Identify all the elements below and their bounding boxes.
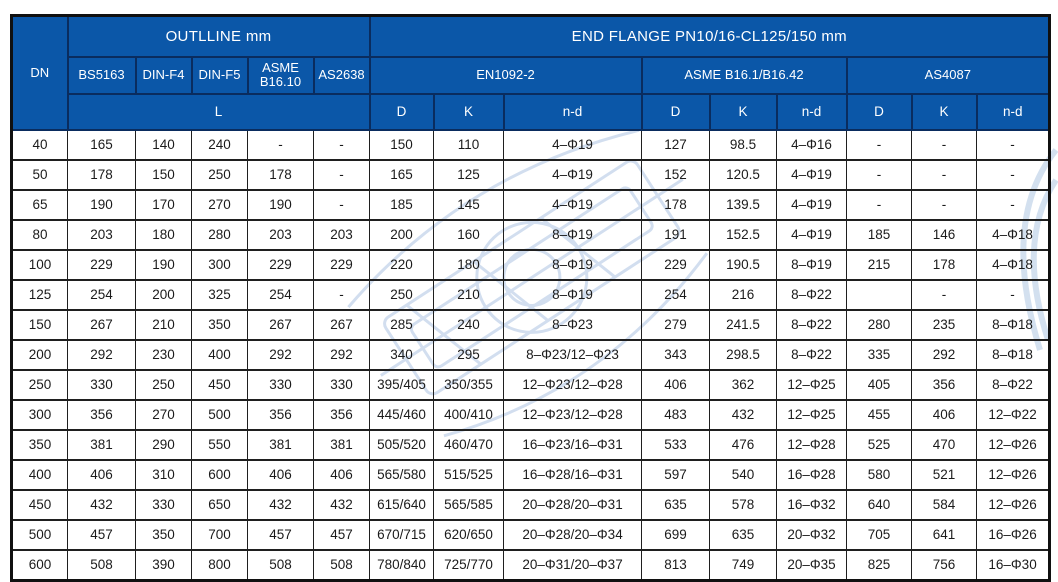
- value-cell: 280: [847, 310, 912, 340]
- value-cell: 12–Φ26: [977, 430, 1050, 460]
- value-cell: 432: [68, 490, 136, 520]
- table-body: [12, 130, 1050, 581]
- value-cell: 350: [136, 520, 192, 550]
- value-cell: 406: [912, 400, 977, 430]
- table-row: [12, 490, 1050, 520]
- value-cell: 395/405: [370, 370, 434, 400]
- value-cell: 508: [248, 550, 314, 581]
- value-cell: 12–Φ28: [777, 430, 847, 460]
- table-row: [12, 130, 1050, 160]
- value-cell: 455: [847, 400, 912, 430]
- value-cell: 4–Φ19: [777, 190, 847, 220]
- table-row: [12, 190, 1050, 220]
- value-cell: 16–Φ28/16–Φ31: [504, 460, 642, 490]
- value-cell: 230: [136, 340, 192, 370]
- value-cell: [847, 280, 912, 310]
- value-cell: 400/410: [434, 400, 504, 430]
- value-cell: 362: [710, 370, 777, 400]
- value-cell: -: [847, 160, 912, 190]
- value-cell: 280: [192, 220, 248, 250]
- value-cell: 356: [912, 370, 977, 400]
- header-asme-k: K: [710, 94, 777, 130]
- value-cell: 146: [912, 220, 977, 250]
- value-cell: 210: [136, 310, 192, 340]
- value-cell: 185: [370, 190, 434, 220]
- value-cell: 505/520: [370, 430, 434, 460]
- value-cell: 267: [68, 310, 136, 340]
- value-cell: 180: [434, 250, 504, 280]
- value-cell: 254: [248, 280, 314, 310]
- value-cell: 8–Φ19: [504, 250, 642, 280]
- value-cell: 584: [912, 490, 977, 520]
- value-cell: 4–Φ18: [977, 220, 1050, 250]
- value-cell: 508: [314, 550, 370, 581]
- value-cell: 298.5: [710, 340, 777, 370]
- value-cell: 525: [847, 430, 912, 460]
- value-cell: 8–Φ22: [777, 310, 847, 340]
- value-cell: 229: [248, 250, 314, 280]
- value-cell: 300: [192, 250, 248, 280]
- value-cell: -: [912, 160, 977, 190]
- value-cell: 20–Φ35: [777, 550, 847, 581]
- value-cell: 350: [192, 310, 248, 340]
- value-cell: 279: [642, 310, 710, 340]
- value-cell: 8–Φ22: [977, 370, 1050, 400]
- value-cell: 406: [68, 460, 136, 490]
- dn-cell: 200: [12, 340, 68, 370]
- value-cell: 540: [710, 460, 777, 490]
- value-cell: 4–Φ19: [777, 160, 847, 190]
- table-row: [12, 160, 1050, 190]
- header-as4087-k: K: [912, 94, 977, 130]
- value-cell: 185: [847, 220, 912, 250]
- value-cell: 650: [192, 490, 248, 520]
- dn-cell: 40: [12, 130, 68, 160]
- value-cell: 4–Φ16: [777, 130, 847, 160]
- value-cell: 250: [136, 370, 192, 400]
- value-cell: 16–Φ30: [977, 550, 1050, 581]
- value-cell: 406: [248, 460, 314, 490]
- table-row: [12, 550, 1050, 581]
- value-cell: 180: [136, 220, 192, 250]
- value-cell: 229: [642, 250, 710, 280]
- value-cell: -: [977, 130, 1050, 160]
- value-cell: 635: [710, 520, 777, 550]
- value-cell: 635: [642, 490, 710, 520]
- header-group-as4087: AS4087: [847, 57, 1050, 94]
- value-cell: 476: [710, 430, 777, 460]
- value-cell: 705: [847, 520, 912, 550]
- value-cell: 597: [642, 460, 710, 490]
- header-asme-d: D: [642, 94, 710, 130]
- header-std-din-f5: DIN-F5: [192, 57, 248, 94]
- value-cell: 508: [68, 550, 136, 581]
- value-cell: 235: [912, 310, 977, 340]
- header-end-flange-group: END FLANGE PN10/16-CL125/150 mm: [370, 16, 1050, 57]
- value-cell: 432: [248, 490, 314, 520]
- value-cell: 165: [370, 160, 434, 190]
- table-row: [12, 400, 1050, 430]
- value-cell: 12–Φ26: [977, 490, 1050, 520]
- table-row: [12, 250, 1050, 280]
- value-cell: 700: [192, 520, 248, 550]
- value-cell: 160: [434, 220, 504, 250]
- value-cell: 8–Φ22: [777, 280, 847, 310]
- value-cell: -: [314, 160, 370, 190]
- value-cell: 12–Φ26: [977, 460, 1050, 490]
- header-std-bs5163: BS5163: [68, 57, 136, 94]
- header-std-as2638: AS2638: [314, 57, 370, 94]
- value-cell: 445/460: [370, 400, 434, 430]
- value-cell: 457: [314, 520, 370, 550]
- value-cell: 240: [192, 130, 248, 160]
- header-asme-nd: n-d: [777, 94, 847, 130]
- value-cell: 145: [434, 190, 504, 220]
- table-row: [12, 460, 1050, 490]
- value-cell: 241.5: [710, 310, 777, 340]
- value-cell: 20–Φ28/20–Φ34: [504, 520, 642, 550]
- value-cell: 110: [434, 130, 504, 160]
- value-cell: 292: [248, 340, 314, 370]
- value-cell: 580: [847, 460, 912, 490]
- table-row: [12, 340, 1050, 370]
- value-cell: 470: [912, 430, 977, 460]
- value-cell: 12–Φ23/12–Φ28: [504, 400, 642, 430]
- value-cell: 310: [136, 460, 192, 490]
- value-cell: 139.5: [710, 190, 777, 220]
- value-cell: 356: [314, 400, 370, 430]
- value-cell: 254: [68, 280, 136, 310]
- value-cell: 356: [68, 400, 136, 430]
- value-cell: 290: [136, 430, 192, 460]
- value-cell: 8–Φ19: [504, 220, 642, 250]
- value-cell: 330: [248, 370, 314, 400]
- value-cell: 203: [314, 220, 370, 250]
- value-cell: 190: [248, 190, 314, 220]
- value-cell: 457: [248, 520, 314, 550]
- value-cell: 285: [370, 310, 434, 340]
- value-cell: 98.5: [710, 130, 777, 160]
- table-row: [12, 220, 1050, 250]
- dn-cell: 300: [12, 400, 68, 430]
- value-cell: 406: [642, 370, 710, 400]
- value-cell: 8–Φ19: [504, 280, 642, 310]
- table-header: [12, 16, 1050, 130]
- value-cell: 267: [314, 310, 370, 340]
- header-std-din-f4: DIN-F4: [136, 57, 192, 94]
- header-en-nd: n-d: [504, 94, 642, 130]
- value-cell: 400: [192, 340, 248, 370]
- value-cell: 191: [642, 220, 710, 250]
- value-cell: 483: [642, 400, 710, 430]
- value-cell: 515/525: [434, 460, 504, 490]
- header-std-asme-b1610: ASME B16.10: [248, 57, 314, 94]
- value-cell: 460/470: [434, 430, 504, 460]
- table-row: [12, 430, 1050, 460]
- value-cell: 825: [847, 550, 912, 581]
- value-cell: 450: [192, 370, 248, 400]
- flange-dimension-table: [10, 14, 1051, 582]
- value-cell: 295: [434, 340, 504, 370]
- value-cell: 178: [68, 160, 136, 190]
- value-cell: 250: [192, 160, 248, 190]
- header-en-k: K: [434, 94, 504, 130]
- value-cell: 780/840: [370, 550, 434, 581]
- value-cell: 178: [912, 250, 977, 280]
- value-cell: 4–Φ19: [504, 190, 642, 220]
- value-cell: 8–Φ18: [977, 310, 1050, 340]
- dn-cell: 150: [12, 310, 68, 340]
- value-cell: 165: [68, 130, 136, 160]
- value-cell: 330: [136, 490, 192, 520]
- value-cell: 8–Φ23: [504, 310, 642, 340]
- dn-cell: 100: [12, 250, 68, 280]
- value-cell: 521: [912, 460, 977, 490]
- value-cell: 641: [912, 520, 977, 550]
- dn-cell: 125: [12, 280, 68, 310]
- value-cell: 200: [136, 280, 192, 310]
- dn-cell: 50: [12, 160, 68, 190]
- value-cell: 292: [912, 340, 977, 370]
- table-row: [12, 280, 1050, 310]
- dn-cell: 80: [12, 220, 68, 250]
- value-cell: 270: [192, 190, 248, 220]
- value-cell: 203: [248, 220, 314, 250]
- value-cell: 229: [68, 250, 136, 280]
- dn-cell: 400: [12, 460, 68, 490]
- dn-cell: 350: [12, 430, 68, 460]
- value-cell: 340: [370, 340, 434, 370]
- value-cell: 640: [847, 490, 912, 520]
- value-cell: 190: [136, 250, 192, 280]
- value-cell: 152.5: [710, 220, 777, 250]
- value-cell: 8–Φ19: [777, 250, 847, 280]
- table-row: [12, 310, 1050, 340]
- value-cell: 578: [710, 490, 777, 520]
- value-cell: 4–Φ19: [504, 130, 642, 160]
- value-cell: 140: [136, 130, 192, 160]
- value-cell: 210: [434, 280, 504, 310]
- value-cell: 343: [642, 340, 710, 370]
- value-cell: 4–Φ18: [977, 250, 1050, 280]
- value-cell: 20–Φ28/20–Φ31: [504, 490, 642, 520]
- dn-cell: 450: [12, 490, 68, 520]
- dn-cell: 250: [12, 370, 68, 400]
- value-cell: 813: [642, 550, 710, 581]
- value-cell: -: [314, 280, 370, 310]
- value-cell: 350/355: [434, 370, 504, 400]
- value-cell: 620/650: [434, 520, 504, 550]
- value-cell: -: [314, 190, 370, 220]
- value-cell: -: [912, 280, 977, 310]
- value-cell: 254: [642, 280, 710, 310]
- value-cell: 8–Φ18: [977, 340, 1050, 370]
- value-cell: 178: [642, 190, 710, 220]
- value-cell: 203: [68, 220, 136, 250]
- value-cell: 335: [847, 340, 912, 370]
- value-cell: 16–Φ26: [977, 520, 1050, 550]
- value-cell: 267: [248, 310, 314, 340]
- header-outline-group: OUTLLINE mm: [68, 16, 370, 57]
- value-cell: 190.5: [710, 250, 777, 280]
- value-cell: -: [847, 130, 912, 160]
- value-cell: 390: [136, 550, 192, 581]
- value-cell: 699: [642, 520, 710, 550]
- header-dim-l: L: [68, 94, 370, 130]
- table-row: [12, 370, 1050, 400]
- dn-cell: 65: [12, 190, 68, 220]
- value-cell: 725/770: [434, 550, 504, 581]
- header-group-en1092: EN1092-2: [370, 57, 642, 94]
- value-cell: 16–Φ23/16–Φ31: [504, 430, 642, 460]
- value-cell: 330: [68, 370, 136, 400]
- value-cell: 381: [314, 430, 370, 460]
- dn-cell: 600: [12, 550, 68, 581]
- value-cell: 500: [192, 400, 248, 430]
- value-cell: 381: [248, 430, 314, 460]
- value-cell: 216: [710, 280, 777, 310]
- header-dn: DN: [12, 16, 68, 130]
- value-cell: 190: [68, 190, 136, 220]
- value-cell: 600: [192, 460, 248, 490]
- value-cell: -: [912, 190, 977, 220]
- value-cell: 20–Φ32: [777, 520, 847, 550]
- value-cell: 381: [68, 430, 136, 460]
- value-cell: 8–Φ22: [777, 340, 847, 370]
- value-cell: 220: [370, 250, 434, 280]
- value-cell: 152: [642, 160, 710, 190]
- header-as4087-nd: n-d: [977, 94, 1050, 130]
- value-cell: 12–Φ25: [777, 400, 847, 430]
- value-cell: 150: [370, 130, 434, 160]
- value-cell: 356: [248, 400, 314, 430]
- value-cell: 200: [370, 220, 434, 250]
- value-cell: 330: [314, 370, 370, 400]
- value-cell: 16–Φ32: [777, 490, 847, 520]
- value-cell: 292: [314, 340, 370, 370]
- value-cell: 533: [642, 430, 710, 460]
- value-cell: -: [977, 160, 1050, 190]
- value-cell: 565/585: [434, 490, 504, 520]
- header-en-d: D: [370, 94, 434, 130]
- value-cell: 12–Φ22: [977, 400, 1050, 430]
- value-cell: 120.5: [710, 160, 777, 190]
- value-cell: -: [248, 130, 314, 160]
- value-cell: 12–Φ25: [777, 370, 847, 400]
- value-cell: 215: [847, 250, 912, 280]
- value-cell: 615/640: [370, 490, 434, 520]
- value-cell: 405: [847, 370, 912, 400]
- value-cell: 8–Φ23/12–Φ23: [504, 340, 642, 370]
- value-cell: -: [977, 190, 1050, 220]
- value-cell: -: [912, 130, 977, 160]
- value-cell: 4–Φ19: [777, 220, 847, 250]
- value-cell: 270: [136, 400, 192, 430]
- value-cell: 4–Φ19: [504, 160, 642, 190]
- value-cell: 229: [314, 250, 370, 280]
- value-cell: 170: [136, 190, 192, 220]
- dn-cell: 500: [12, 520, 68, 550]
- table-row: [12, 520, 1050, 550]
- value-cell: 800: [192, 550, 248, 581]
- value-cell: 457: [68, 520, 136, 550]
- value-cell: 12–Φ23/12–Φ28: [504, 370, 642, 400]
- header-as4087-d: D: [847, 94, 912, 130]
- value-cell: 150: [136, 160, 192, 190]
- value-cell: 292: [68, 340, 136, 370]
- value-cell: 550: [192, 430, 248, 460]
- value-cell: 16–Φ28: [777, 460, 847, 490]
- value-cell: -: [314, 130, 370, 160]
- header-group-asme-b161: ASME B16.1/B16.42: [642, 57, 847, 94]
- value-cell: 250: [370, 280, 434, 310]
- value-cell: 178: [248, 160, 314, 190]
- value-cell: 240: [434, 310, 504, 340]
- value-cell: 432: [314, 490, 370, 520]
- value-cell: 432: [710, 400, 777, 430]
- value-cell: 127: [642, 130, 710, 160]
- value-cell: 565/580: [370, 460, 434, 490]
- value-cell: 125: [434, 160, 504, 190]
- value-cell: -: [847, 190, 912, 220]
- value-cell: 406: [314, 460, 370, 490]
- value-cell: 325: [192, 280, 248, 310]
- value-cell: 20–Φ31/20–Φ37: [504, 550, 642, 581]
- value-cell: -: [977, 280, 1050, 310]
- value-cell: 670/715: [370, 520, 434, 550]
- value-cell: 749: [710, 550, 777, 581]
- value-cell: 756: [912, 550, 977, 581]
